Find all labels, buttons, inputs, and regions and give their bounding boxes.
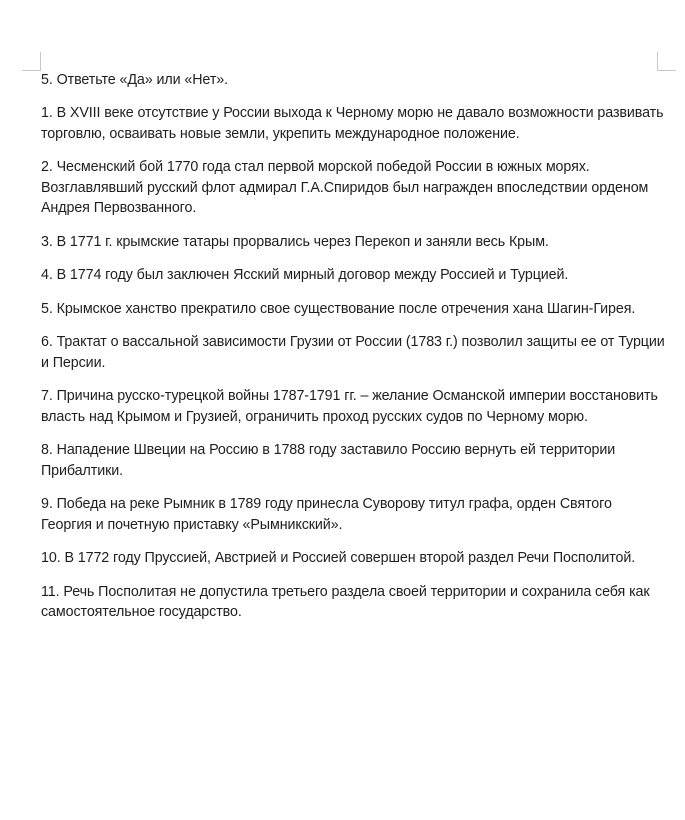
question-3: 3. В 1771 г. крымские татары прорвались через Перекоп и заняли весь Крым. xyxy=(41,233,549,250)
question-5: 5. Крымское ханство прекратило свое существование после отречения хана Шагин-Гирея. xyxy=(41,300,636,317)
question-6: 6. Трактат о вассальной зависимости Грузии от России (1783 г.) позволил защиты ее от Турции и Персии. xyxy=(41,334,665,371)
question-11: 11. Речь Посполитая не допустила третьего раздела своей территории и сохранила себя как самостоятельное государство. xyxy=(41,583,650,620)
question-2: 2. Чесменский бой 1770 года стал первой морской победой России в южных морях. Возглавлявший русский флот адмирал Г.А.Спиридов был награжден впоследствии орденом Андрея Первозванного. xyxy=(41,159,649,216)
question-1: 1. В XVIII веке отсутствие у России выхода к Черному морю не давало возможности развивать торговлю, осваивать новые земли, укрепить международное положение. xyxy=(41,105,664,142)
document-body[interactable] xyxy=(41,70,666,636)
question-4: 4. В 1774 году был заключен Ясский мирный договор между Россией и Турцией. xyxy=(41,267,569,283)
question-8: 8. Нападение Швеции на Россию в 1788 году заставило Россию вернуть ей территории Прибалтики. xyxy=(41,442,616,479)
top-left-margin-marker xyxy=(22,52,41,71)
question-9: 9. Победа на реке Рымник в 1789 году принесла Суворову титул графа, орден Святого Георгия и почетную приставку «Рымникский». xyxy=(41,496,612,533)
top-right-margin-marker xyxy=(657,52,676,71)
question-10: 10. В 1772 году Пруссией, Австрией и Россией совершен второй раздел Речи Посполитой. xyxy=(41,550,636,566)
task-heading: 5. Ответьте «Да» или «Нет». xyxy=(41,72,228,88)
question-7: 7. Причина русско-турецкой войны 1787-1791 гг. – желание Османской империи восстановить власть над Крымом и Грузией, ограничить проход русских судов по Черному морю. xyxy=(41,388,658,425)
